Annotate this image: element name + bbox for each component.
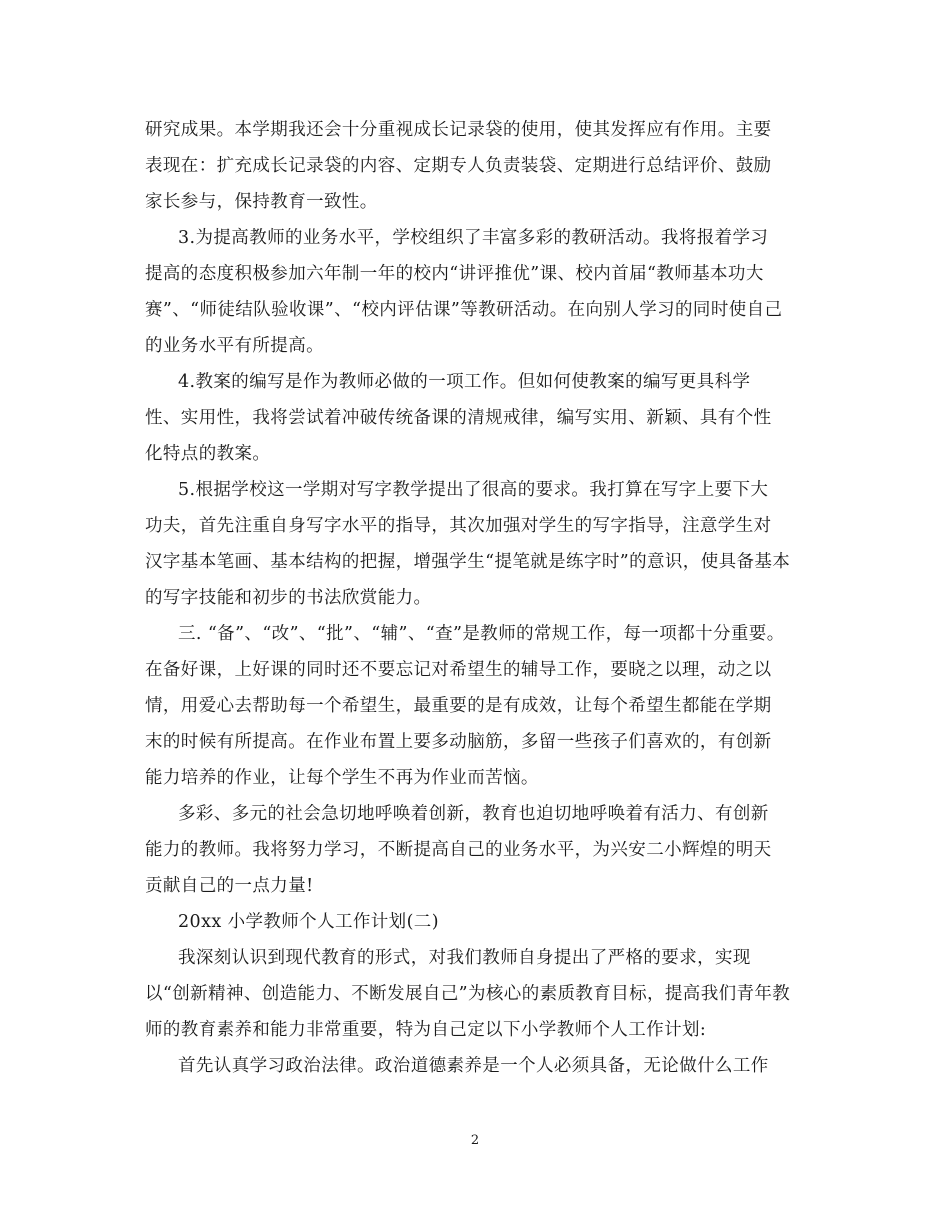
page-number: 2: [470, 1133, 480, 1148]
text-line: 能力的教师。我将努力学习，不断提高自己的业务水平，为兴安二小辉煌的明天: [145, 840, 772, 860]
section-heading: 20xx 小学教师个人工作计划(二): [178, 912, 439, 932]
text-line: 3.为提高教师的业务水平，学校组织了丰富多彩的教研活动。我将报着学习: [178, 228, 769, 248]
text-line: 末的时候有所提高。在作业布置上要多动脑筋，多留一些孩子们喜欢的，有创新: [145, 732, 772, 752]
text-line: 4.教案的编写是作为教师必做的一项工作。但如何使教案的编写更具科学: [178, 372, 751, 392]
text-line: 性、实用性，我将尝试着冲破传统备课的清规戒律，编写实用、新颖、具有个性: [145, 408, 772, 428]
text-line: 化特点的教案。: [145, 444, 271, 464]
text-line: 能力培养的作业，让每个学生不再为作业而苦恼。: [145, 768, 539, 788]
text-line: 师的教育素养和能力非常重要，特为自己定以下小学教师个人工作计划:: [145, 1020, 707, 1040]
text-line: 提高的态度积极参加六年制一年的校内“讲评推优”课、校内首届“教师基本功大: [145, 264, 764, 284]
text-line: 功夫，首先注重自身写字水平的指导，其次加强对学生的写字指导，注意学生对: [145, 516, 772, 536]
text-line: 的业务水平有所提高。: [145, 336, 324, 356]
text-line: 的写字技能和初步的书法欣赏能力。: [145, 588, 432, 608]
text-line: 汉字基本笔画、基本结构的把握，增强学生“提笔就是练字时”的意识，使具备基本: [145, 552, 791, 572]
text-line: 以“创新精神、创造能力、不断发展自己”为核心的素质教育目标，提高我们青年教: [145, 984, 791, 1004]
text-line: 家长参与，保持教育一致性。: [145, 192, 378, 212]
text-line: 三. “备”、“改”、“批”、“辅”、“查”是教师的常规工作，每一项都十分重要。: [178, 624, 785, 644]
text-line: 5.根据学校这一学期对写字教学提出了很高的要求。我打算在写字上要下大: [178, 480, 769, 500]
text-line: 在备好课，上好课的同时还不要忘记对希望生的辅导工作，要晓之以理，动之以: [145, 660, 772, 680]
text-line: 我深刻认识到现代教育的形式，对我们教师自身提出了严格的要求，实现: [178, 948, 751, 968]
text-line: 多彩、多元的社会急切地呼唤着创新，教育也迫切地呼唤着有活力、有创新: [178, 804, 769, 824]
text-line: 贡献自己的一点力量!: [145, 876, 314, 896]
text-line: 研究成果。本学期我还会十分重视成长记录袋的使用，使其发挥应有作用。主要: [145, 120, 772, 140]
text-line: 表现在：扩充成长记录袋的内容、定期专人负责装袋、定期进行总结评价、鼓励: [145, 156, 772, 176]
text-line: 情，用爱心去帮助每一个希望生，最重要的是有成效，让每个希望生都能在学期: [145, 696, 772, 716]
text-line: 首先认真学习政治法律。政治道德素养是一个人必须具备，无论做什么工作: [178, 1056, 769, 1076]
text-line: 赛”、“师徒结队验收课”、“校内评估课”等教研活动。在向别人学习的同时使自己: [145, 300, 783, 320]
